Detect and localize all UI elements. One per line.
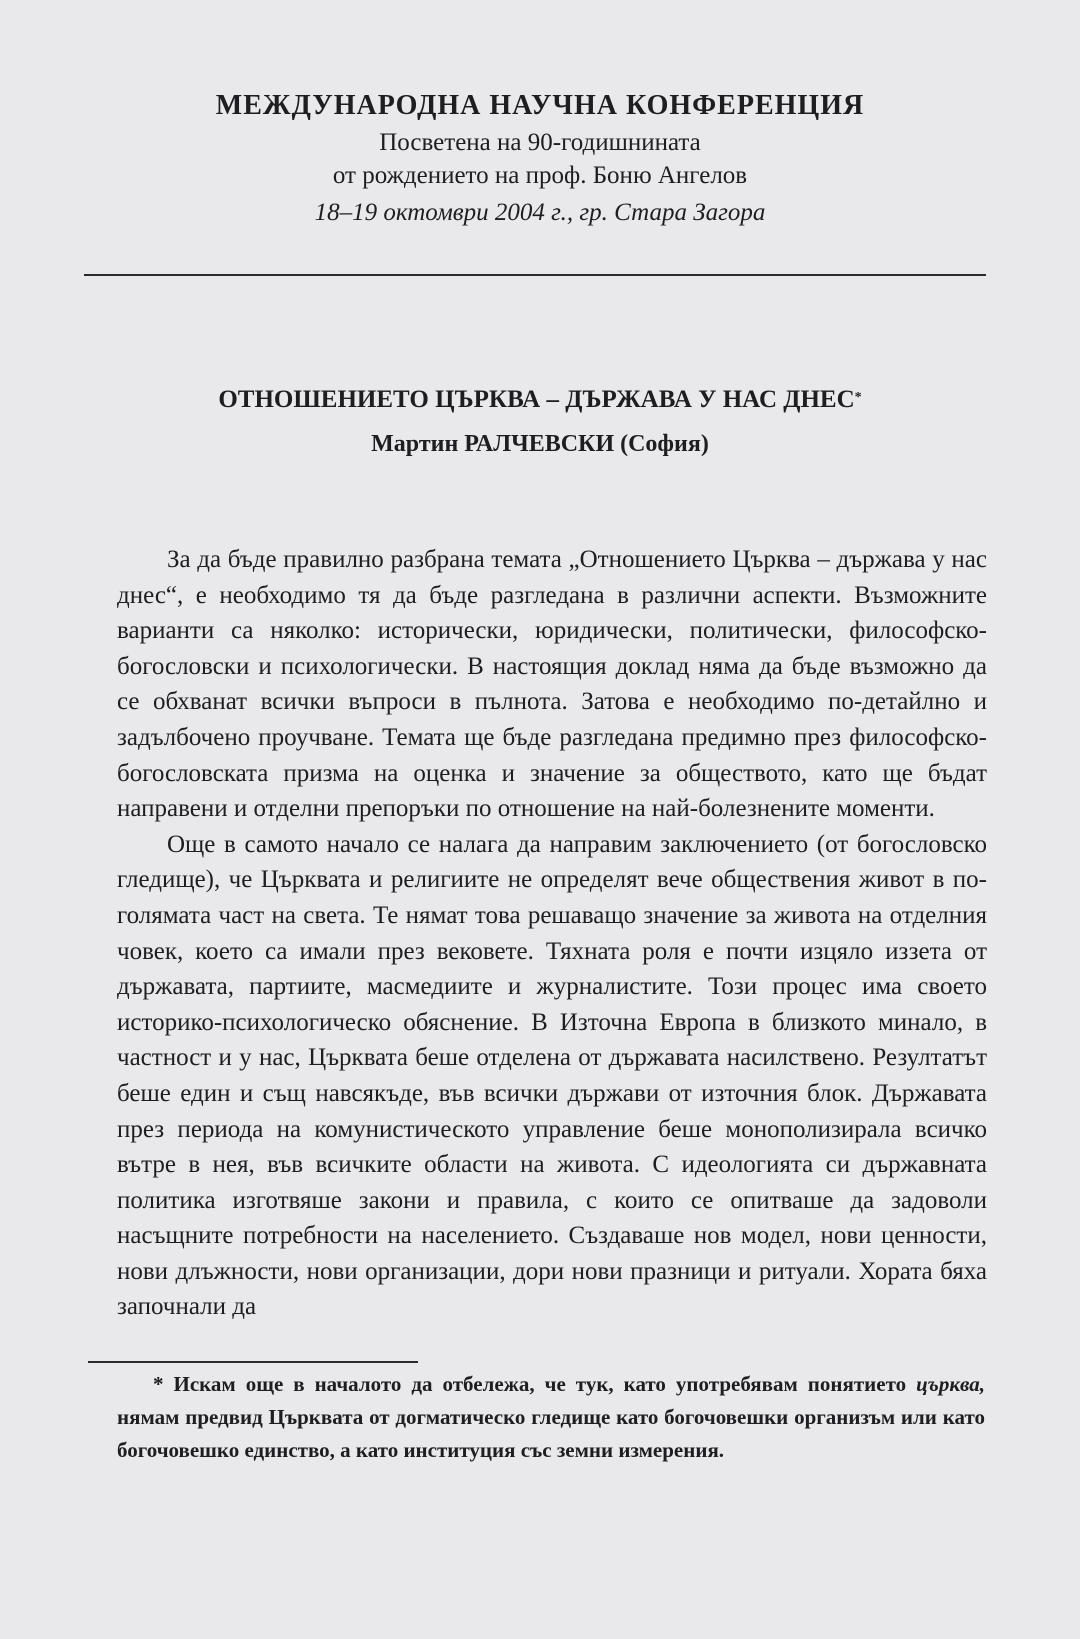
footnote-marker: * <box>153 1372 164 1396</box>
article-title <box>80 382 1000 418</box>
body-paragraph-2: Още в самото начало се налага да направим заключението (от богословско гледище), че Църквата и религиите не определят вече обществения живот в по-голямата част на света. Те нямат това решаващо значение за живота на отделния човек, което са имали през вековете. Тяхната роля е почти изцяло иззета от държавата, партиите, масмедиите и журналистите. Този процес има своето историко-психологическо обяснение. В Източна Европа в близкото минало, в частност и у нас, Църквата беше отделена от държавата насилствено. Резултатът беше един и същ навсякъде, във всички държави от източния блок. Държавата през периода на комунистическото управление беше монополизирала всичко вътре в нея, във всичките области на живота. С идеологията си държавната политика изготвяше закони и правила, с които се опитваше да задоволи насъщните потребности на населението. Създаваше нов модел, нови ценности, нови длъжности, нови организации, дори нови празници и ритуали. Хората бяха започнали да <box>117 830 987 1321</box>
footnote-divider <box>88 1361 418 1363</box>
footnote-paragraph <box>117 1368 985 1467</box>
article-author: Мартин РАЛЧЕВСКИ (София) <box>371 431 709 457</box>
footnote <box>117 1368 985 1467</box>
conference-title: МЕЖДУНАРОДНА НАУЧНА КОНФЕРЕНЦИЯ <box>215 90 865 121</box>
header-divider <box>84 274 986 276</box>
dedication-line-1: Посветена на 90-годишнината <box>379 129 701 156</box>
body-paragraph-1: За да бъде правилно разбрана темата „Отношението Църква – държава у нас днес“, е необходимо тя да бъде разгледана в различни аспекти. Възможните варианти са няколко: исторически, юридически, политически, философско-богословски и психологически. В настоящия доклад няма да бъде възможно да се обхванат всички въпроси в пълнота. Затова е необходимо по-детайлно и задълбочено проучване. Темата ще бъде разгледана предимно през философско-богословската призма на оценка и значение за обществото, като ще бъдат направени и отделни препоръки по отношение на най-болезнените моменти. <box>117 546 987 823</box>
footnote-text-before: Искам още в началото да отбележа, че тук, като употребявам понятието <box>173 1372 907 1396</box>
footnote-text-after: нямам предвид Църквата от догматическо гледище като богочовешки организъм или като богочовешко единство, а като институция със земни измерения. <box>117 1405 985 1462</box>
article-title-text: ОТНОШЕНИЕТО ЦЪРКВА – ДЪРЖАВА У НАС ДНЕС <box>218 386 855 413</box>
article-body <box>117 542 987 1325</box>
conference-header <box>80 86 1000 232</box>
footnote-emphasis: църква, <box>916 1372 985 1396</box>
conference-date-place: 18–19 октомври 2004 г., гр. Стара Загора <box>314 199 766 226</box>
footnote-reference-marker: * <box>854 390 862 405</box>
dedication-line-2: от рождението на проф. Боню Ангелов <box>332 162 748 189</box>
